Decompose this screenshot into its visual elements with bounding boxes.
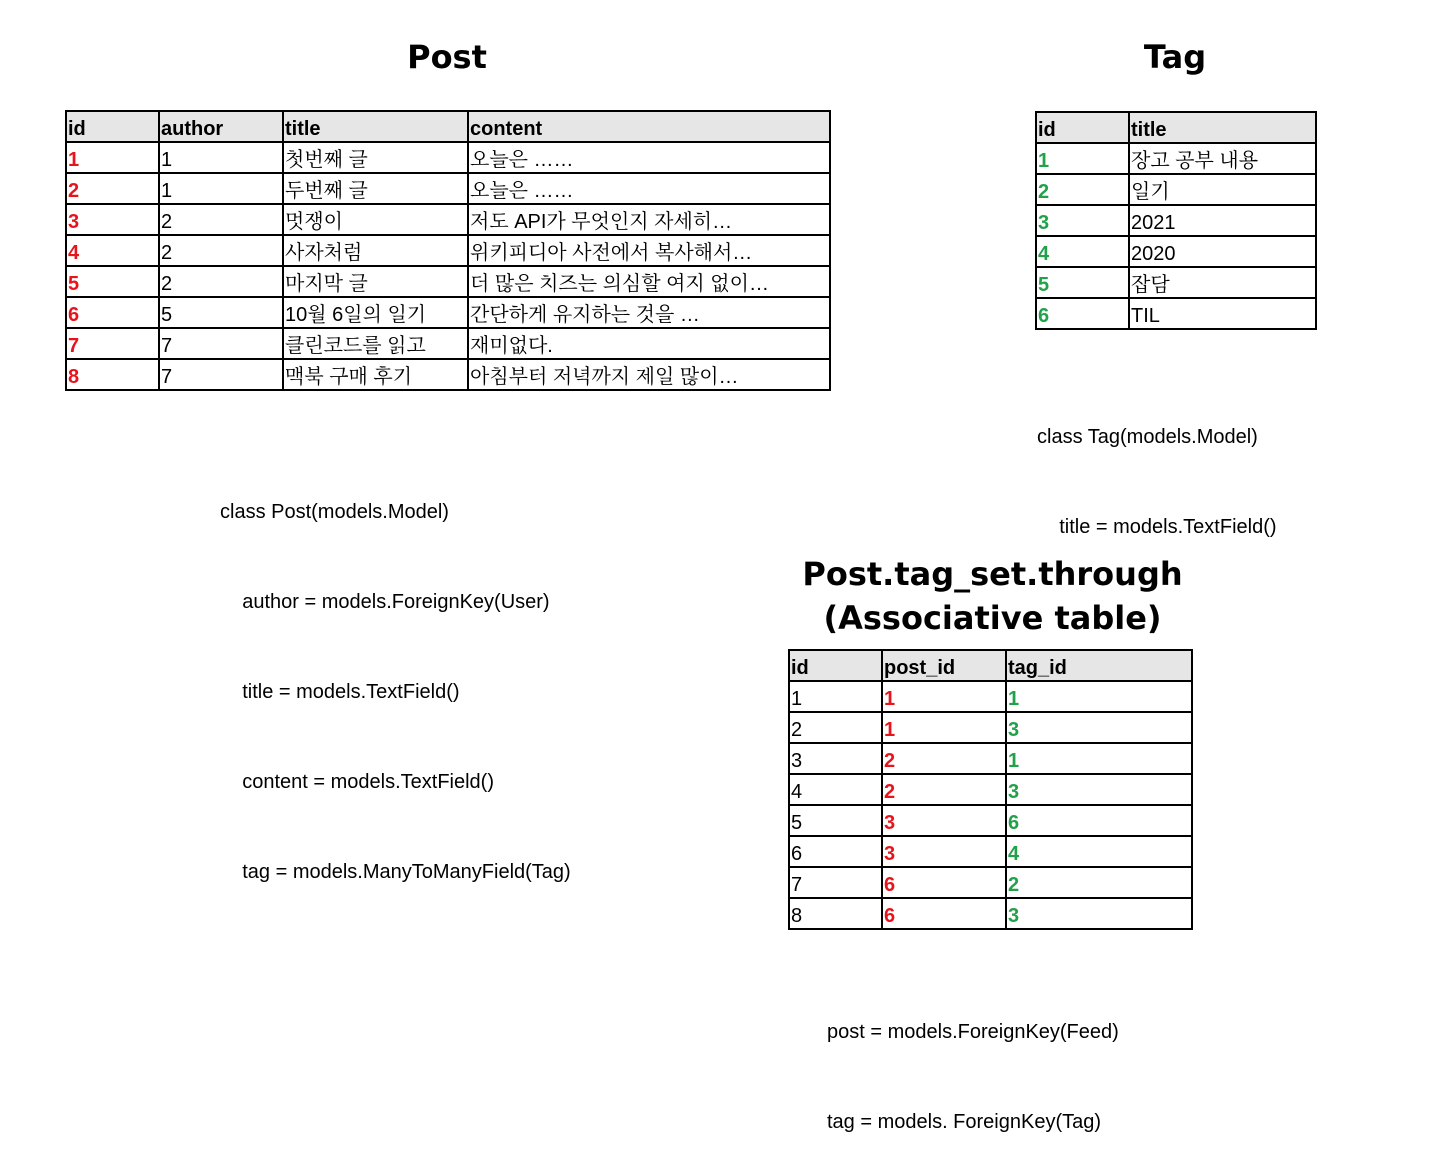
table-cell: 5	[159, 297, 283, 328]
table-cell: 4	[1036, 236, 1129, 267]
tag-header-title: title	[1129, 112, 1316, 143]
post-table	[65, 110, 831, 391]
through-table-row	[789, 898, 1192, 929]
table-cell: 6	[789, 836, 882, 867]
post-table-row	[66, 328, 830, 359]
table-cell: 6	[66, 297, 159, 328]
through-table-row	[789, 712, 1192, 743]
table-cell: 마지막 글	[283, 266, 468, 297]
post-model-code	[220, 437, 571, 917]
table-cell: 3	[882, 805, 1006, 836]
table-cell: 1	[159, 173, 283, 204]
table-cell: 3	[66, 204, 159, 235]
tag-table-row	[1036, 267, 1316, 298]
table-cell: 8	[789, 898, 882, 929]
table-cell: 2	[159, 204, 283, 235]
table-cell: 1	[882, 681, 1006, 712]
table-cell: 재미없다.	[468, 328, 830, 359]
post-header-title: title	[283, 111, 468, 142]
table-cell: 2	[66, 173, 159, 204]
post-table-row	[66, 204, 830, 235]
table-cell: 7	[789, 867, 882, 898]
table-cell: 5	[1036, 267, 1129, 298]
table-cell: 1	[789, 681, 882, 712]
post-header-content: content	[468, 111, 830, 142]
table-cell: 저도 API가 무엇인지 자세히…	[468, 204, 830, 235]
table-cell: 오늘은 ……	[468, 173, 830, 204]
table-cell: 10월 6일의 일기	[283, 297, 468, 328]
post-table-header-row	[66, 111, 830, 142]
through-table-header-row	[789, 650, 1192, 681]
tag-table	[1035, 111, 1317, 330]
through-table-row	[789, 836, 1192, 867]
table-cell: 4	[1006, 836, 1192, 867]
through-title-line-1: Post.tag_set.through	[802, 555, 1183, 593]
table-cell: 3	[1036, 205, 1129, 236]
table-cell: 2	[882, 774, 1006, 805]
tag-table-row	[1036, 143, 1316, 174]
table-cell: 7	[159, 359, 283, 390]
tag-header-id: id	[1036, 112, 1129, 143]
through-table-title	[790, 552, 1195, 640]
table-cell: 1	[882, 712, 1006, 743]
table-cell: 7	[159, 328, 283, 359]
through-header-tag-id: tag_id	[1006, 650, 1192, 681]
post-header-author: author	[159, 111, 283, 142]
table-cell: 4	[66, 235, 159, 266]
table-cell: 아침부터 저녁까지 제일 많이…	[468, 359, 830, 390]
table-cell: 2	[159, 235, 283, 266]
post-header-id: id	[66, 111, 159, 142]
code-line: tag = models. ForeignKey(Tag)	[827, 1111, 1102, 1133]
table-cell: 3	[882, 836, 1006, 867]
post-table-row	[66, 297, 830, 328]
table-cell: 2	[1006, 867, 1192, 898]
table-cell: 1	[1036, 143, 1129, 174]
table-cell: 오늘은 ……	[468, 142, 830, 173]
table-cell: TIL	[1129, 298, 1316, 329]
code-line: author = models.ForeignKey(User)	[220, 591, 550, 613]
table-cell: 클린코드를 읽고	[283, 328, 468, 359]
code-line: tag = models.ManyToManyField(Tag)	[220, 861, 571, 883]
code-line: title = models.TextField()	[1037, 516, 1277, 538]
table-cell: 1	[159, 142, 283, 173]
table-cell: 3	[1006, 898, 1192, 929]
table-cell: 5	[789, 805, 882, 836]
table-cell: 1	[1006, 743, 1192, 774]
tag-table-row	[1036, 174, 1316, 205]
table-cell: 7	[66, 328, 159, 359]
table-cell: 2	[159, 266, 283, 297]
post-table-row	[66, 142, 830, 173]
tag-table-title: Tag	[1143, 38, 1207, 76]
table-cell: 장고 공부 내용	[1129, 143, 1316, 174]
table-cell: 3	[1006, 712, 1192, 743]
post-table-row	[66, 359, 830, 390]
table-cell: 2021	[1129, 205, 1316, 236]
through-table-row	[789, 743, 1192, 774]
table-cell: 6	[882, 898, 1006, 929]
table-cell: 8	[66, 359, 159, 390]
table-cell: 더 많은 치즈는 의심할 여지 없이…	[468, 266, 830, 297]
post-table-row	[66, 266, 830, 297]
table-cell: 6	[882, 867, 1006, 898]
through-header-id: id	[789, 650, 882, 681]
through-title-line-2: (Associative table)	[823, 599, 1162, 637]
tag-model-code	[1037, 362, 1277, 572]
through-table-row	[789, 681, 1192, 712]
table-cell: 4	[789, 774, 882, 805]
table-cell: 6	[1036, 298, 1129, 329]
through-header-post-id: post_id	[882, 650, 1006, 681]
through-table-row	[789, 867, 1192, 898]
table-cell: 맥북 구매 후기	[283, 359, 468, 390]
through-model-code	[827, 957, 1119, 1167]
table-cell: 3	[789, 743, 882, 774]
post-table-row	[66, 173, 830, 204]
table-cell: 5	[66, 266, 159, 297]
through-table-row	[789, 774, 1192, 805]
through-table-row	[789, 805, 1192, 836]
tag-table-row	[1036, 236, 1316, 267]
code-line: class Tag(models.Model)	[1037, 426, 1258, 448]
code-line: content = models.TextField()	[220, 771, 495, 793]
tag-table-row	[1036, 205, 1316, 236]
table-cell: 2	[1036, 174, 1129, 205]
post-table-row	[66, 235, 830, 266]
table-cell: 첫번째 글	[283, 142, 468, 173]
table-cell: 일기	[1129, 174, 1316, 205]
tag-table-header-row	[1036, 112, 1316, 143]
table-cell: 2020	[1129, 236, 1316, 267]
table-cell: 간단하게 유지하는 것을 …	[468, 297, 830, 328]
table-cell: 멋쟁이	[283, 204, 468, 235]
table-cell: 두번째 글	[283, 173, 468, 204]
table-cell: 1	[66, 142, 159, 173]
code-line: post = models.ForeignKey(Feed)	[827, 1021, 1119, 1043]
post-table-title: Post	[407, 38, 487, 76]
table-cell: 위키피디아 사전에서 복사해서…	[468, 235, 830, 266]
tag-table-row	[1036, 298, 1316, 329]
table-cell: 1	[1006, 681, 1192, 712]
table-cell: 사자처럼	[283, 235, 468, 266]
table-cell: 3	[1006, 774, 1192, 805]
table-cell: 잡담	[1129, 267, 1316, 298]
code-line: class Post(models.Model)	[220, 501, 449, 523]
table-cell: 2	[882, 743, 1006, 774]
code-line: title = models.TextField()	[220, 681, 460, 703]
table-cell: 2	[789, 712, 882, 743]
table-cell: 6	[1006, 805, 1192, 836]
through-table	[788, 649, 1193, 930]
